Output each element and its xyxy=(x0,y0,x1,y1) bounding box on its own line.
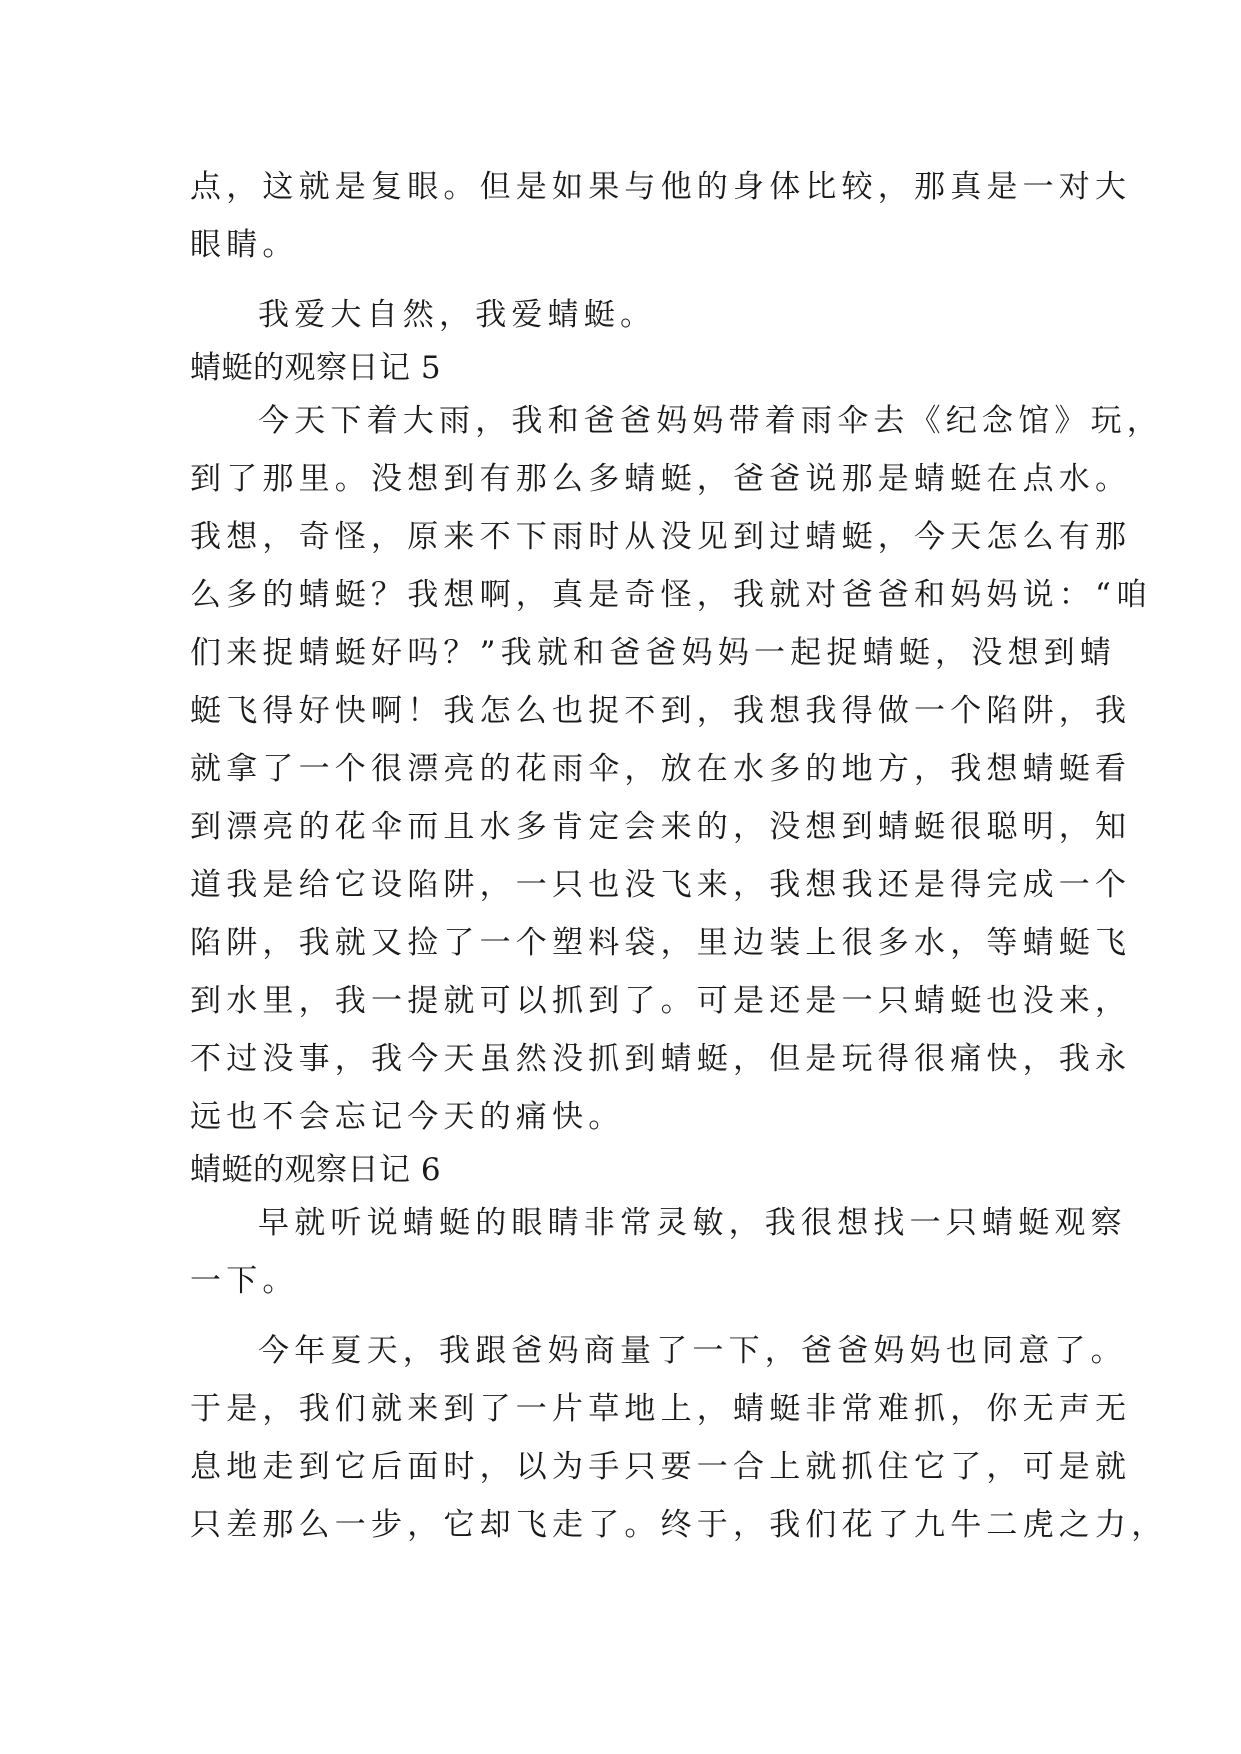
text-line: 到漂亮的花伞而且水多肯定会来的，没想到蜻蜓很聪明，知 xyxy=(190,809,1132,845)
text-line: 道我是给它设陷阱，一只也没飞来，我想我还是得完成一个 xyxy=(190,867,1132,903)
text-line: 息地走到它后面时，以为手只要一合上就抓住它了，可是就 xyxy=(190,1449,1132,1485)
text-line: 到了那里。没想到有那么多蜻蜓，爸爸说那是蜻蜓在点水。 xyxy=(190,461,1132,497)
section-heading: 蜻蜓的观察日记 6 xyxy=(190,1152,442,1188)
text-line: 我想，奇怪，原来不下雨时从没见到过蜻蜓，今天怎么有那 xyxy=(190,519,1132,555)
paragraph-gap xyxy=(190,274,1060,286)
text-line: 我爱大自然，我爱蜻蜓。 xyxy=(258,297,657,333)
text-line: 么多的蜻蜓？我想啊，真是奇怪，我就对爸爸和妈妈说：“咱 xyxy=(190,577,1153,613)
text-line: 于是，我们就来到了一片草地上，蜻蜓非常难抓，你无声无 xyxy=(190,1391,1132,1427)
text-line: 不过没事，我今天虽然没抓到蜻蜓，但是玩得很痛快，我永 xyxy=(190,1041,1132,1077)
text-line: 就拿了一个很漂亮的花雨伞，放在水多的地方，我想蜻蜓看 xyxy=(190,751,1132,787)
text-line: 点，这就是复眼。但是如果与他的身体比较，那真是一对大 xyxy=(190,169,1132,205)
text-line: 今天下着大雨，我和爸爸妈妈带着雨伞去《纪念馆》玩， xyxy=(258,403,1163,439)
text-line: 远也不会忘记今天的痛快。 xyxy=(190,1099,625,1135)
section-heading: 蜻蜓的观察日记 5 xyxy=(190,350,442,386)
text-line: 只差那么一步，它却飞走了。终于，我们花了九牛二虎之力， xyxy=(190,1507,1168,1543)
text-line: 眼睛。 xyxy=(190,227,299,263)
text-line: 一下。 xyxy=(190,1263,299,1299)
text-line: 蜓飞得好快啊！我怎么也捉不到，我想我得做一个陷阱，我 xyxy=(190,693,1132,729)
text-line: 陷阱，我就又捡了一个塑料袋，里边装上很多水，等蜻蜓飞 xyxy=(190,925,1132,961)
text-line: 早就听说蜻蜓的眼睛非常灵敏，我很想找一只蜻蜓观察 xyxy=(258,1205,1127,1241)
text-line: 今年夏天，我跟爸妈商量了一下，爸爸妈妈也同意了。 xyxy=(258,1333,1127,1369)
paragraph-gap xyxy=(190,1310,1060,1322)
text-line: 们来捉蜻蜓好吗？”我就和爸爸妈妈一起捉蜻蜓，没想到蜻 xyxy=(190,635,1117,671)
document-body xyxy=(190,158,1168,1554)
text-line: 到水里，我一提就可以抓到了。可是还是一只蜻蜓也没来， xyxy=(190,983,1132,1019)
